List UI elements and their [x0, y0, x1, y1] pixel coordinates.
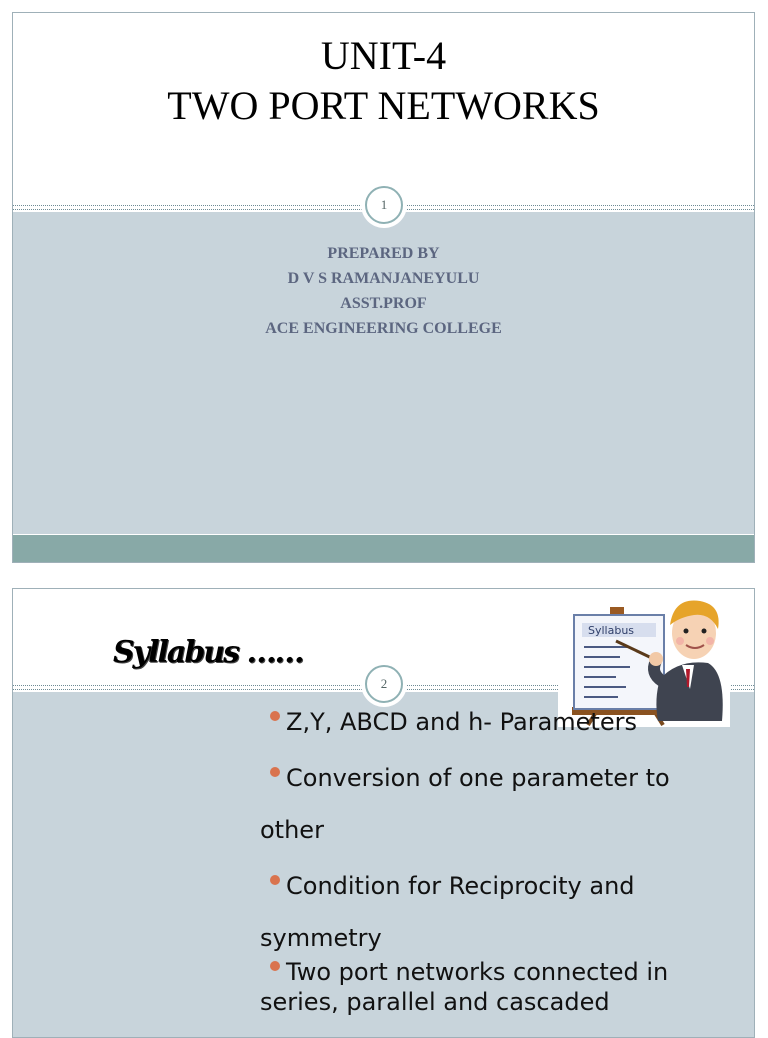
syllabus-bullet-list — [260, 707, 700, 1017]
bullet-text: Condition for Reciprocity and — [286, 872, 635, 900]
bullet-text-continuation: other — [260, 816, 324, 844]
slide-number-badge: 2 — [365, 665, 403, 703]
author-block — [13, 241, 754, 341]
slide-2 — [12, 588, 755, 1038]
list-item — [260, 763, 700, 845]
slide-1 — [12, 12, 755, 563]
author-line-4: ACE ENGINEERING COLLEGE — [265, 320, 502, 337]
bullet-text: Two port networks connected in — [286, 958, 669, 986]
bullet-dot-icon — [270, 711, 280, 721]
slide-1-footer-bar — [13, 535, 754, 562]
author-line-1: PREPARED BY — [327, 245, 440, 262]
bullet-dot-icon — [270, 875, 280, 885]
bullet-text: Conversion of one parameter to — [286, 764, 670, 792]
title-line-1: UNIT-4 — [320, 33, 447, 78]
slide-1-title — [13, 31, 754, 131]
slide-number-badge: 1 — [365, 186, 403, 224]
list-item — [260, 871, 700, 953]
title-line-2: TWO PORT NETWORKS — [167, 83, 600, 128]
bullet-text-continuation: series, parallel and cascaded — [260, 988, 610, 1016]
syllabus-heading: Syllabus …… — [113, 635, 303, 670]
bullet-text: Z,Y, ABCD and h- Parameters — [286, 708, 637, 736]
bullet-dot-icon — [270, 961, 280, 971]
author-line-2: D V S RAMANJANEYULU — [287, 270, 480, 287]
author-line-3: ASST.PROF — [340, 295, 427, 312]
clipart-board-text: Syllabus — [588, 624, 635, 637]
bullet-text-continuation: symmetry — [260, 924, 382, 952]
list-item — [260, 957, 700, 1017]
slide-1-title-area — [13, 13, 754, 209]
list-item — [260, 707, 700, 737]
bullet-dot-icon — [270, 767, 280, 777]
